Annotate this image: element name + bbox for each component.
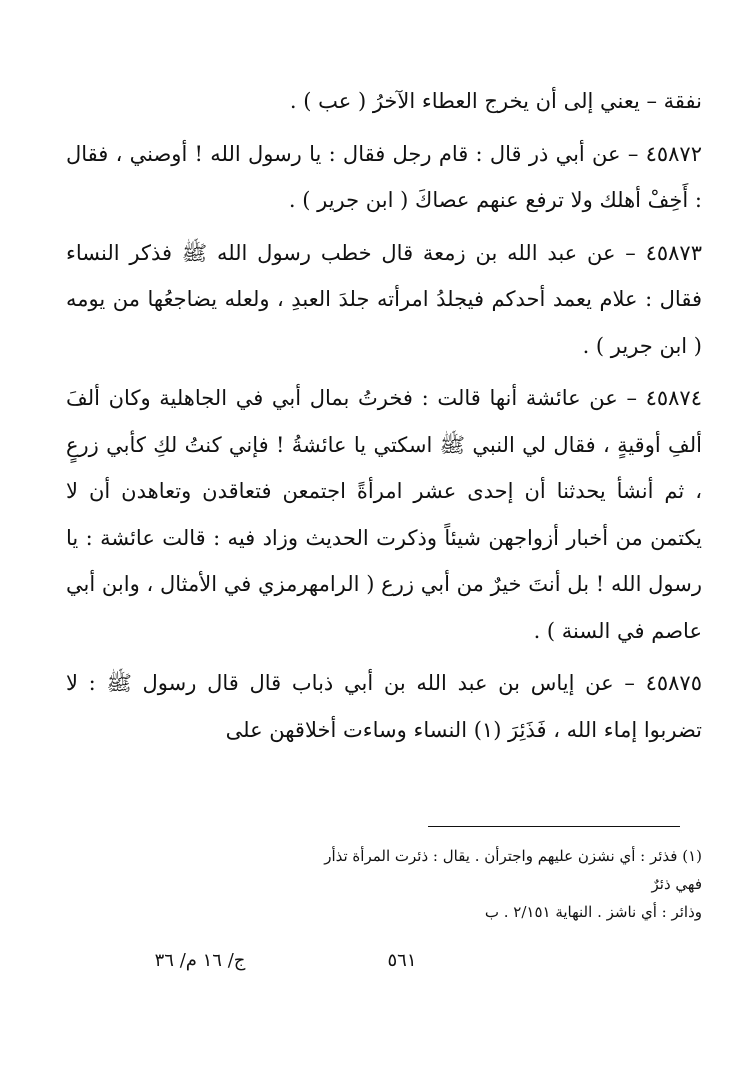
main-text <box>66 78 702 753</box>
hadith-text: – عن أبي ذر قال : قام رجل فقال : يا رسول الله ! أوصني ، فقال : أَخِفْ أهلك ولا ترفع عنهم عصاكَ ( ابن جرير ) . <box>66 141 702 212</box>
hadith-number: ٤٥٨٧٢ <box>645 141 702 166</box>
page-number: ٥٦١ <box>387 950 417 971</box>
hadith-number: ٤٥٨٧٣ <box>645 240 702 265</box>
footnote-divider <box>428 826 680 827</box>
footnote <box>300 842 702 926</box>
hadith-text: نفقة – يعني إلى أن يخرج العطاء الآخرُ ( عب ) . <box>289 89 702 113</box>
paragraph <box>66 375 702 654</box>
hadith-text: – عن عبد الله بن زمعة قال خطب رسول الله ﷺ فذكر النساء فقال : علام يعمد أحدكم فيجلدُ امرأته جلدَ العبدِ ، ولعله يضاجعُها من يومه ( ابن جرير ) . <box>66 240 702 358</box>
hadith-number: ٤٥٨٧٥ <box>645 671 702 695</box>
hadith-text: – عن عائشة أنها قالت : فخرتُ بمال أبي في الجاهلية وكان ألفَ ألفِ أوقيةٍ ، فقال لي النبي ﷺ اسكتي يا عائشةُ ! فإني كنتُ لكِ كأبي زرعٍ ، ثم أنشأ يحدثنا أن إحدى عشر امرأةً اجتمعن فتعاقدن وتعاهدن أن لا يكتمن من أخبار أزواجهن شيئاً وذكرت الحديث وزاد فيه : قالت عائشة : يا رسول الله ! بل أنتَ خيرٌ من أبي زرع ( الرامهرمزي في الأمثال ، وابن أبي عاصم في السنة ) . <box>66 386 702 643</box>
paragraph <box>66 78 702 125</box>
footnote-line: وذائر : أي ناشز . النهاية ٢/١٥١ . ب <box>484 903 702 921</box>
footnote-line: (١) فذئر : أي نشزن عليهم واجترأن . يقال : ذئرت المرأة تذأر فهي ذئرٌ <box>324 847 702 893</box>
paragraph <box>66 131 702 224</box>
hadith-number: ٤٥٨٧٤ <box>645 386 702 410</box>
volume-signature: ج/ ١٦ م/ ٣٦ <box>154 950 246 971</box>
paragraph <box>66 230 702 370</box>
hadith-text: – عن إياس بن عبد الله بن أبي ذباب قال قال رسول ﷺ : لا تضربوا إماء الله ، فَذَئِرَ (١) النساء وساءت أخلاقهن على <box>66 671 702 742</box>
paragraph <box>66 660 702 753</box>
